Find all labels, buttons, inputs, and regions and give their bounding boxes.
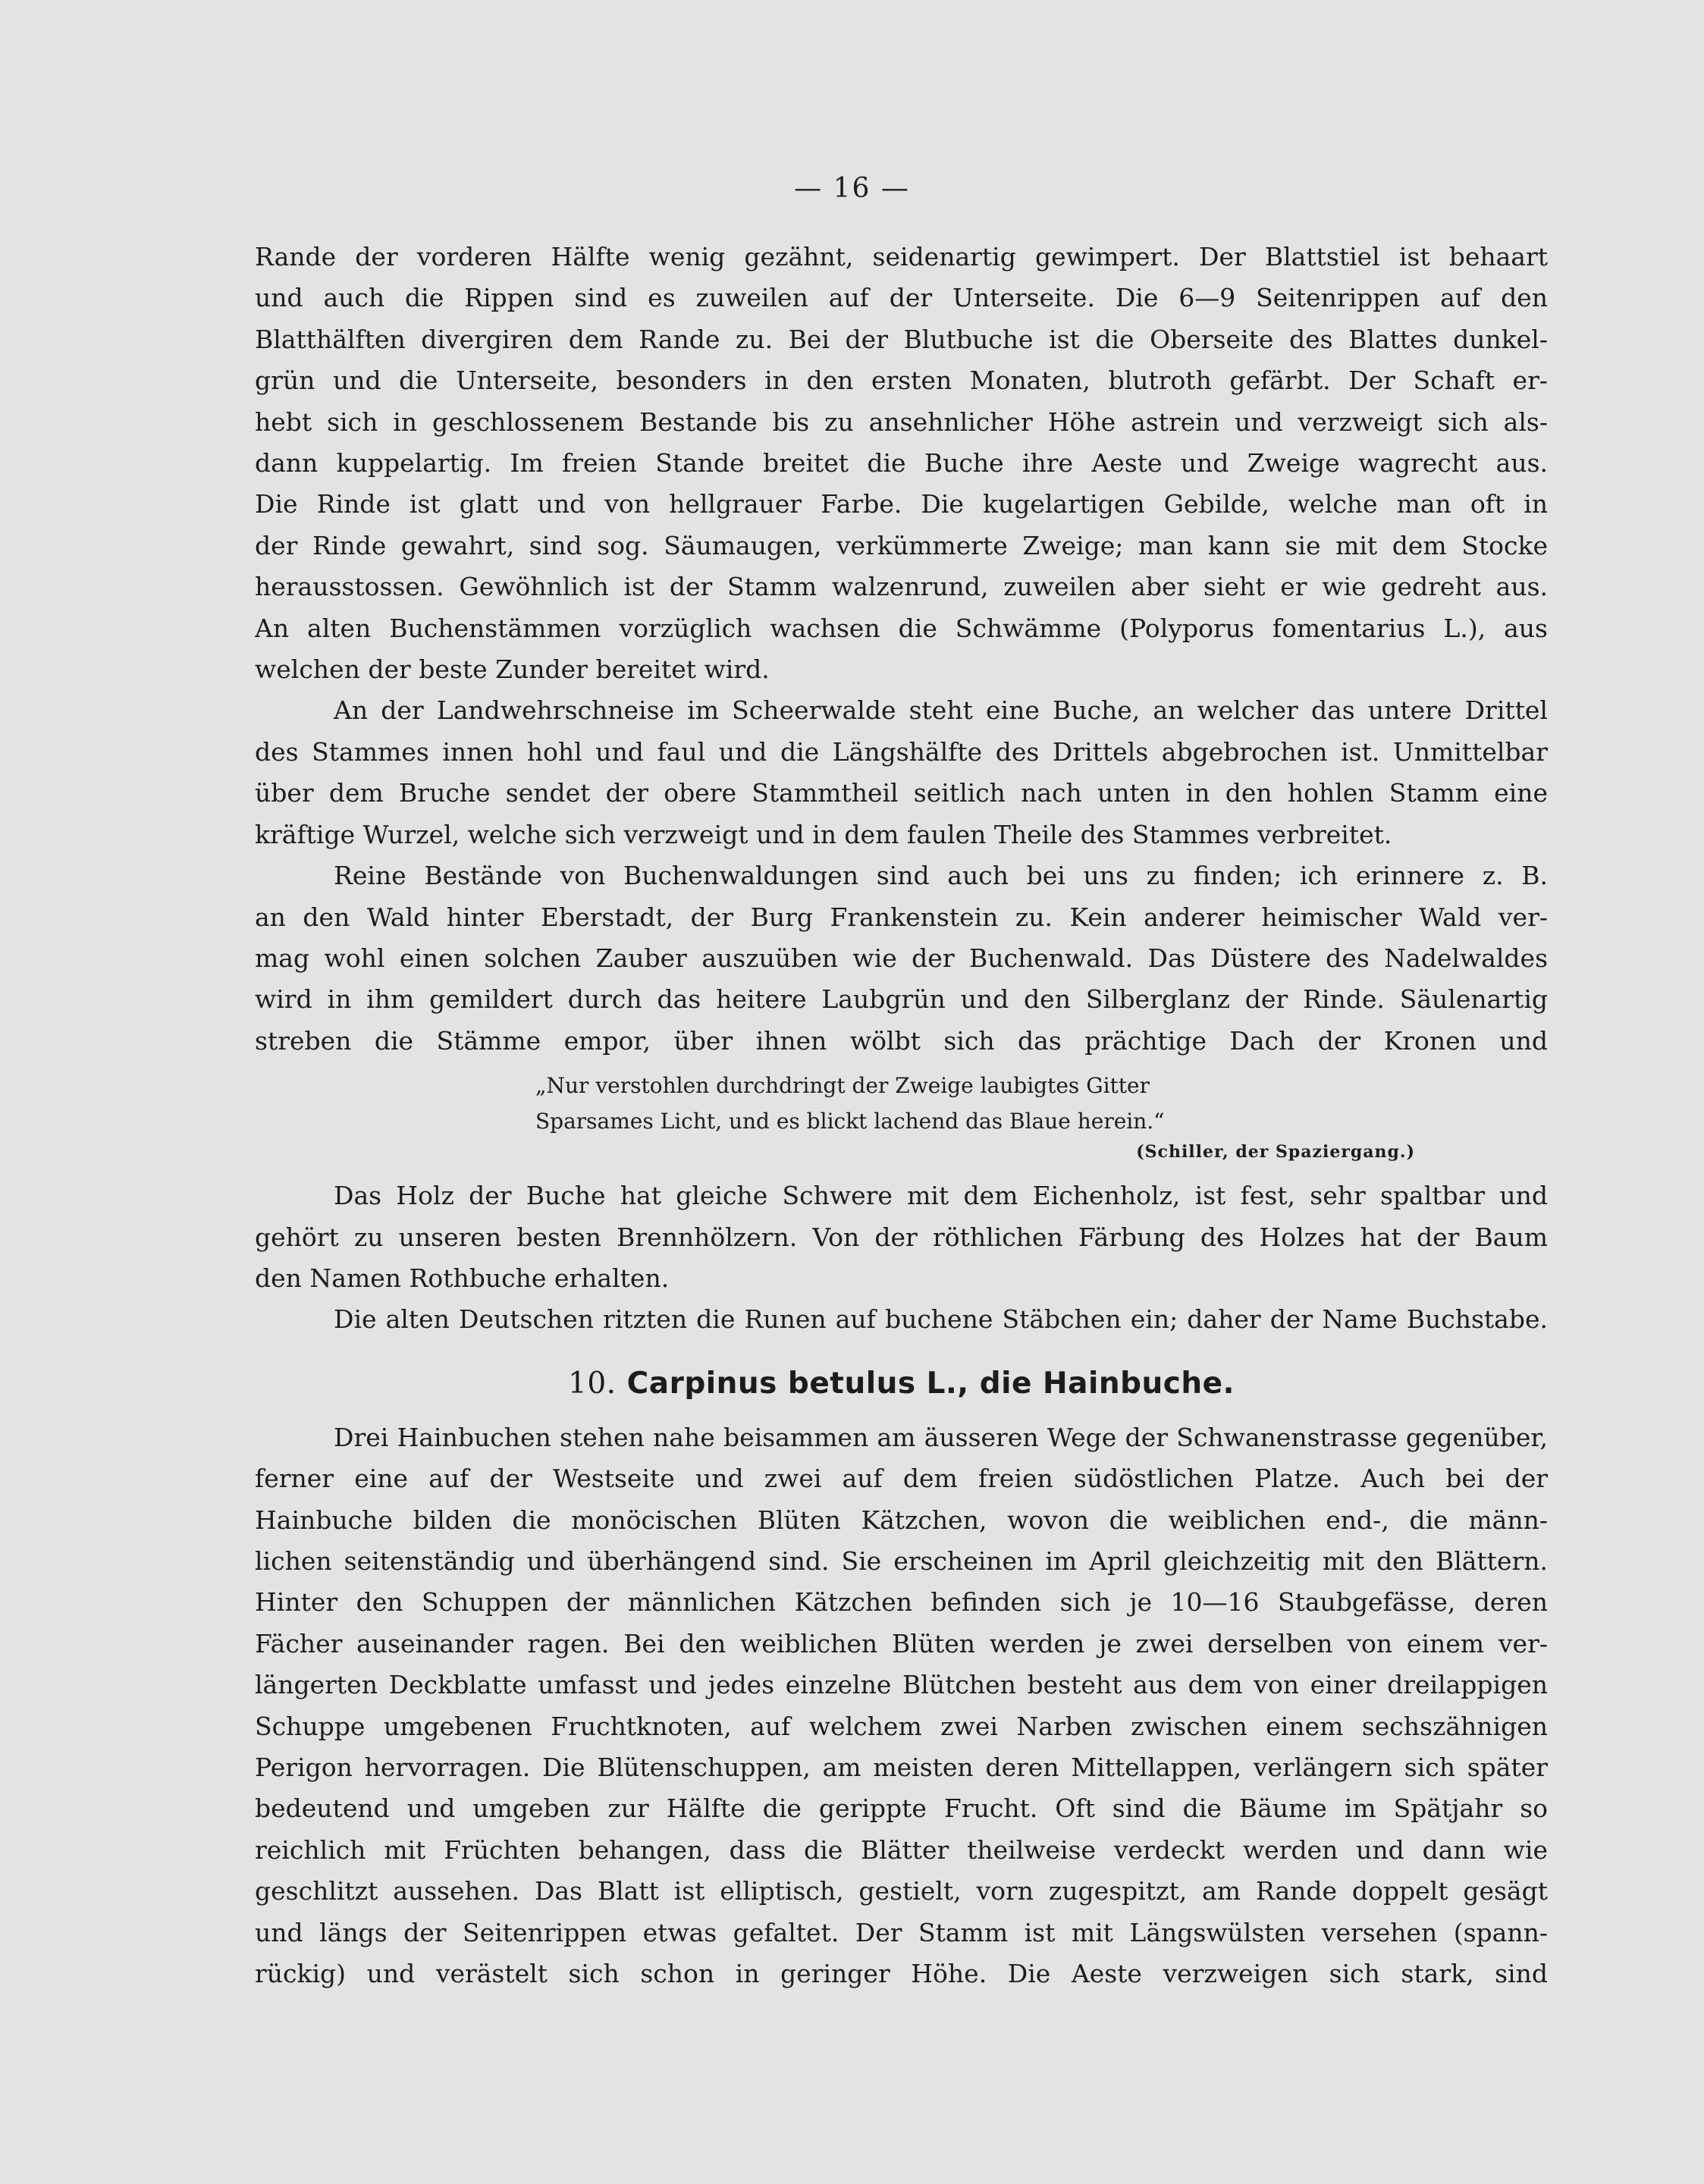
text-line: Rande der vorderen Hälfte wenig gezähnt, seidenartig gewimpert. Der Blattstiel ist behaart: [255, 242, 1548, 271]
text-line: reichlich mit Früchten behangen, dass die Blätter theilweise verdeckt werden und dann wie: [255, 1834, 1548, 1865]
text-line: Schuppe umgebenen Fruchtknoten, auf welchem zwei Narben zwischen einem sechszähnigen: [255, 1711, 1548, 1741]
text-line: Fächer auseinander ragen. Bei den weiblichen Blüten werden je zwei derselben von einem ver-: [255, 1628, 1548, 1658]
text-line: an den Wald hinter Eberstadt, der Burg Frankenstein zu. Kein anderer heimischer Wald ver-: [255, 902, 1548, 932]
paragraph-beech-description: [255, 237, 1548, 690]
paragraph-hornbeam: [255, 1417, 1548, 1995]
section-title: Carpinus betulus L., die Hainbuche.: [626, 1366, 1235, 1401]
text-line: wird in ihm gemildert durch das heitere Laubgrün und den Silberglanz der Rinde. Säulenartig: [255, 984, 1548, 1015]
paragraph-landwehrschneise: [255, 690, 1548, 855]
paragraph-beech-forests: [255, 855, 1548, 1062]
text-line: welchen der beste Zunder bereitet wird.: [255, 654, 770, 685]
text-line: Blatthälften divergiren dem Rande zu. Bei der Blutbuche ist die Oberseite des Blattes dunkel-: [255, 324, 1548, 354]
text-line: Das Holz der Buche hat gleiche Schwere mit dem Eichenholz, ist fest, sehr spaltbar und: [334, 1181, 1548, 1211]
text-line: und auch die Rippen sind es zuweilen auf der Unterseite. Die 6—9 Seitenrippen auf den: [255, 283, 1548, 313]
text-line: den Namen Rothbuche erhalten.: [255, 1263, 670, 1293]
text-line: ferner eine auf der Westseite und zwei auf dem freien südöstlichen Platze. Auch bei der: [255, 1464, 1548, 1494]
text-line: rückig) und verästelt sich schon in geringer Höhe. Die Aeste verzweigen sich stark, sind: [255, 1959, 1548, 1989]
quote-line: „Nur verstohlen durchdringt der Zweige laubigtes Gitter: [535, 1073, 1150, 1099]
text-line: der Rinde gewahrt, sind sog. Säumaugen, verkümmerte Zweige; man kann sie mit dem Stocke: [255, 530, 1548, 560]
quote-source: (Schiller, der Spaziergang.): [1136, 1142, 1415, 1163]
text-line: längerten Deckblatte umfasst und jedes einzelne Blütchen besteht aus dem von einer dreilappigen: [255, 1670, 1548, 1700]
text-line: hebt sich in geschlossenem Bestande bis zu ansehnlicher Höhe astrein und verzweigt sich als-: [255, 406, 1548, 437]
text-line: lichen seitenständig und überhängend sind. Sie erscheinen im April gleichzeitig mit den Blättern.: [255, 1545, 1548, 1576]
quote-line: Sparsames Licht, und es blickt lachend das Blaue herein.“: [535, 1109, 1165, 1134]
text-line: kräftige Wurzel, welche sich verzweigt und in dem faulen Theile des Stammes verbreitet.: [255, 819, 1392, 849]
text-line: bedeutend und umgeben zur Hälfte die gerippte Frucht. Oft sind die Bäume im Spätjahr so: [255, 1793, 1548, 1824]
page-number: — 16 —: [794, 173, 910, 204]
page-body: [255, 237, 1548, 1994]
text-line: herausstossen. Gewöhnlich ist der Stamm walzenrund, zuweilen aber sieht er wie gedreht aus.: [255, 572, 1548, 602]
text-line: über dem Bruche sendet der obere Stammtheil seitlich nach unten in den hohlen Stamm eine: [255, 778, 1548, 808]
section-number: 10.: [568, 1366, 617, 1401]
text-line: Die alten Deutschen ritzten die Runen auf buchene Stäbchen ein; daher der Name Buchstabe.: [334, 1304, 1548, 1335]
text-line: streben die Stämme empor, über ihnen wölbt sich das prächtige Dach der Kronen und: [255, 1025, 1548, 1056]
text-line: gehört zu unseren besten Brennhölzern. Von der röthlichen Färbung des Holzes hat der Baum: [255, 1222, 1548, 1252]
text-line: Die Rinde ist glatt und von hellgrauer Farbe. Die kugelartigen Gebilde, welche man oft in: [255, 489, 1548, 519]
text-line: Perigon hervorragen. Die Blütenschuppen, am meisten deren Mittellappen, verlängern sich später: [255, 1753, 1548, 1782]
text-line: grün und die Unterseite, besonders in den ersten Monaten, blutroth gefärbt. Der Schaft er-: [255, 366, 1548, 396]
text-line: geschlitzt aussehen. Das Blatt ist elliptisch, gestielt, vorn zugespitzt, am Rande doppelt gesägt: [255, 1876, 1548, 1906]
text-line: An alten Buchenstämmen vorzüglich wachsen die Schwämme (Polyporus fomentarius L.), aus: [255, 613, 1548, 643]
text-line: Reine Bestände von Buchenwaldungen sind auch bei uns zu finden; ich erinnere z. B.: [334, 861, 1548, 891]
text-line: mag wohl einen solchen Zauber auszuüben wie der Buchenwald. Das Düstere des Nadelwaldes: [255, 943, 1548, 973]
text-line: Drei Hainbuchen stehen nahe beisammen am äusseren Wege der Schwanenstrasse gegenüber,: [334, 1422, 1548, 1452]
text-line: und längs der Seitenrippen etwas gefaltet. Der Stamm ist mit Längswülsten versehen (spann-: [255, 1917, 1548, 1947]
section-heading: [255, 1367, 1548, 1401]
text-line: Hinter den Schuppen der männlichen Kätzchen befinden sich je 10—16 Staubgefässe, deren: [255, 1587, 1548, 1618]
paragraph-runes: [255, 1299, 1548, 1340]
schiller-quote: [535, 1068, 1415, 1165]
text-line: des Stammes innen hohl und faul und die Längshälfte des Drittels abgebrochen ist. Unmittelbar: [255, 736, 1548, 767]
text-line: dann kuppelartig. Im freien Stande breitet die Buche ihre Aeste und Zweige wagrecht aus.: [255, 448, 1548, 479]
paragraph-beech-wood: [255, 1175, 1548, 1299]
text-line: An der Landwehrschneise im Scheerwalde steht eine Buche, an welcher das untere Drittel: [334, 695, 1548, 726]
text-line: Hainbuche bilden die monöcischen Blüten Kätzchen, wovon die weiblichen end-, die männ-: [255, 1505, 1548, 1535]
